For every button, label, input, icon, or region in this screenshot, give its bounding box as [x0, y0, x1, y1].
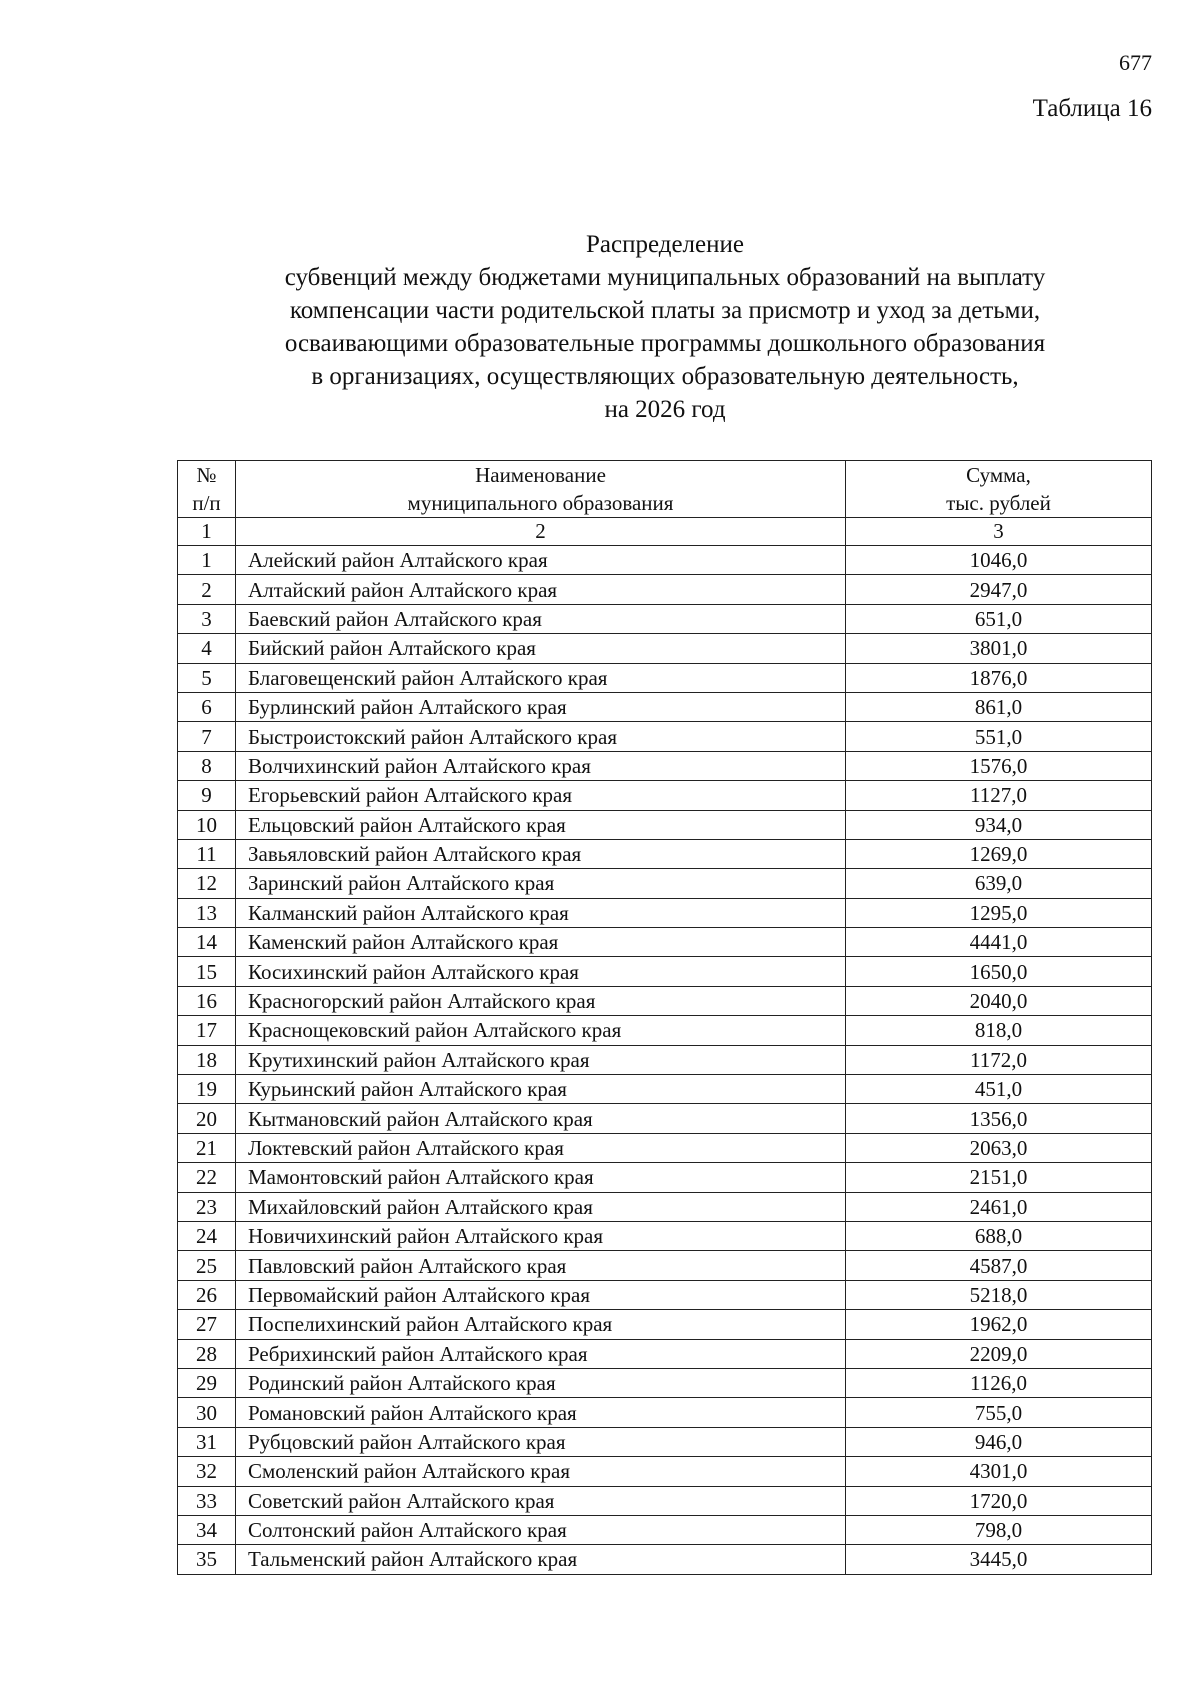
row-municipality: Романовский район Алтайского края: [236, 1398, 846, 1427]
row-amount: 2461,0: [846, 1192, 1152, 1221]
row-number: 14: [178, 928, 236, 957]
row-amount: 551,0: [846, 722, 1152, 751]
document-title: [230, 228, 1100, 426]
row-number: 31: [178, 1427, 236, 1456]
column-number-row: [178, 518, 1152, 546]
title-line: в организациях, осуществляющих образовательную деятельность,: [311, 363, 1019, 390]
row-amount: 3801,0: [846, 634, 1152, 663]
table-row: [178, 1310, 1152, 1339]
header-sum-line1: Сумма,: [966, 463, 1031, 487]
table-row: [178, 839, 1152, 868]
row-number: 4: [178, 634, 236, 663]
row-municipality: Бийский район Алтайского края: [236, 634, 846, 663]
table-row: [178, 1192, 1152, 1221]
row-number: 9: [178, 781, 236, 810]
table-row: [178, 1045, 1152, 1074]
row-municipality: Волчихинский район Алтайского края: [236, 751, 846, 780]
row-amount: 1127,0: [846, 781, 1152, 810]
table-row: [178, 1486, 1152, 1515]
row-amount: 2040,0: [846, 986, 1152, 1015]
header-number-line1: №: [196, 463, 217, 487]
row-municipality: Калманский район Алтайского края: [236, 898, 846, 927]
row-amount: 5218,0: [846, 1280, 1152, 1309]
row-amount: 1269,0: [846, 839, 1152, 868]
row-amount: 1876,0: [846, 663, 1152, 692]
row-amount: 451,0: [846, 1075, 1152, 1104]
row-number: 7: [178, 722, 236, 751]
row-amount: 755,0: [846, 1398, 1152, 1427]
row-amount: 1962,0: [846, 1310, 1152, 1339]
table-row: [178, 722, 1152, 751]
row-municipality: Тальменский район Алтайского края: [236, 1545, 846, 1574]
row-number: 25: [178, 1251, 236, 1280]
row-municipality: Каменский район Алтайского края: [236, 928, 846, 957]
row-municipality: Первомайский район Алтайского края: [236, 1280, 846, 1309]
row-number: 20: [178, 1104, 236, 1133]
row-amount: 798,0: [846, 1515, 1152, 1544]
row-number: 8: [178, 751, 236, 780]
row-municipality: Завьяловский район Алтайского края: [236, 839, 846, 868]
table-row: [178, 1457, 1152, 1486]
row-municipality: Смоленский район Алтайского края: [236, 1457, 846, 1486]
row-municipality: Михайловский район Алтайского края: [236, 1192, 846, 1221]
table-row: [178, 604, 1152, 633]
table-body: [178, 518, 1152, 1575]
table-row: [178, 692, 1152, 721]
table-row: [178, 546, 1152, 575]
header-name-line2: муниципального образования: [407, 491, 674, 515]
row-number: 32: [178, 1457, 236, 1486]
row-amount: 639,0: [846, 869, 1152, 898]
row-number: 35: [178, 1545, 236, 1574]
table-row: [178, 928, 1152, 957]
row-amount: 946,0: [846, 1427, 1152, 1456]
subvention-table: [177, 460, 1152, 1575]
row-number: 22: [178, 1163, 236, 1192]
row-amount: 4587,0: [846, 1251, 1152, 1280]
row-municipality: Крутихинский район Алтайского края: [236, 1045, 846, 1074]
row-municipality: Краснощековский район Алтайского края: [236, 1016, 846, 1045]
row-amount: 818,0: [846, 1016, 1152, 1045]
row-number: 1: [178, 546, 236, 575]
header-sum-line2: тыс. рублей: [946, 491, 1051, 515]
row-municipality: Егорьевский район Алтайского края: [236, 781, 846, 810]
table-row: [178, 869, 1152, 898]
row-amount: 1046,0: [846, 546, 1152, 575]
row-number: 12: [178, 869, 236, 898]
header-sum: [846, 461, 1152, 518]
row-municipality: Поспелихинский район Алтайского края: [236, 1310, 846, 1339]
row-municipality: Новичихинский район Алтайского края: [236, 1221, 846, 1250]
row-number: 17: [178, 1016, 236, 1045]
row-municipality: Ельцовский район Алтайского края: [236, 810, 846, 839]
row-number: 33: [178, 1486, 236, 1515]
row-number: 10: [178, 810, 236, 839]
row-amount: 934,0: [846, 810, 1152, 839]
table-row: [178, 1221, 1152, 1250]
row-municipality: Солтонский район Алтайского края: [236, 1515, 846, 1544]
table-row: [178, 1515, 1152, 1544]
table-row: [178, 1075, 1152, 1104]
row-municipality: Алейский район Алтайского края: [236, 546, 846, 575]
row-number: 28: [178, 1339, 236, 1368]
table-row: [178, 1163, 1152, 1192]
row-municipality: Алтайский район Алтайского края: [236, 575, 846, 604]
table-row: [178, 751, 1152, 780]
row-municipality: Красногорский район Алтайского края: [236, 986, 846, 1015]
row-amount: 2063,0: [846, 1133, 1152, 1162]
row-number: 11: [178, 839, 236, 868]
row-number: 19: [178, 1075, 236, 1104]
table-row: [178, 986, 1152, 1015]
row-amount: 1650,0: [846, 957, 1152, 986]
row-number: 26: [178, 1280, 236, 1309]
table-row: [178, 634, 1152, 663]
row-number: 5: [178, 663, 236, 692]
row-number: 23: [178, 1192, 236, 1221]
row-number: 16: [178, 986, 236, 1015]
row-amount: 688,0: [846, 1221, 1152, 1250]
row-municipality: Ребрихинский район Алтайского края: [236, 1339, 846, 1368]
row-amount: 2209,0: [846, 1339, 1152, 1368]
table-caption: Таблица 16: [1032, 95, 1152, 122]
row-municipality: Благовещенский район Алтайского края: [236, 663, 846, 692]
row-municipality: Быстроистокский район Алтайского края: [236, 722, 846, 751]
row-municipality: Мамонтовский район Алтайского края: [236, 1163, 846, 1192]
row-municipality: Кытмановский район Алтайского края: [236, 1104, 846, 1133]
row-municipality: Родинский район Алтайского края: [236, 1368, 846, 1397]
row-amount: 861,0: [846, 692, 1152, 721]
table-row: [178, 1545, 1152, 1574]
table-row: [178, 1104, 1152, 1133]
table-row: [178, 781, 1152, 810]
header-name: [236, 461, 846, 518]
row-municipality: Бурлинский район Алтайского края: [236, 692, 846, 721]
row-municipality: Баевский район Алтайского края: [236, 604, 846, 633]
table-row: [178, 810, 1152, 839]
row-amount: 4441,0: [846, 928, 1152, 957]
row-number: 13: [178, 898, 236, 927]
row-number: 29: [178, 1368, 236, 1397]
row-number: 27: [178, 1310, 236, 1339]
table-header: [178, 461, 1152, 518]
title-line: Распределение: [586, 231, 744, 258]
table-row: [178, 1339, 1152, 1368]
title-line: на 2026 год: [604, 396, 726, 423]
row-amount: 2947,0: [846, 575, 1152, 604]
table-row: [178, 1398, 1152, 1427]
column-number: 3: [846, 518, 1152, 546]
table-row: [178, 663, 1152, 692]
row-number: 21: [178, 1133, 236, 1162]
table-row: [178, 1016, 1152, 1045]
table-row: [178, 575, 1152, 604]
table-row: [178, 1427, 1152, 1456]
row-amount: 1295,0: [846, 898, 1152, 927]
column-number: 1: [178, 518, 236, 546]
row-municipality: Локтевский район Алтайского края: [236, 1133, 846, 1162]
header-number: [178, 461, 236, 518]
row-amount: 1126,0: [846, 1368, 1152, 1397]
title-line: субвенций между бюджетами муниципальных образований на выплату: [284, 264, 1046, 291]
row-amount: 1720,0: [846, 1486, 1152, 1515]
table-row: [178, 1280, 1152, 1309]
header-name-line1: Наименование: [475, 463, 606, 487]
row-amount: 1172,0: [846, 1045, 1152, 1074]
row-municipality: Заринский район Алтайского края: [236, 869, 846, 898]
row-municipality: Косихинский район Алтайского края: [236, 957, 846, 986]
row-number: 15: [178, 957, 236, 986]
row-number: 3: [178, 604, 236, 633]
row-amount: 4301,0: [846, 1457, 1152, 1486]
row-amount: 3445,0: [846, 1545, 1152, 1574]
table-row: [178, 1133, 1152, 1162]
row-municipality: Павловский район Алтайского края: [236, 1251, 846, 1280]
row-number: 2: [178, 575, 236, 604]
row-municipality: Курьинский район Алтайского края: [236, 1075, 846, 1104]
row-amount: 651,0: [846, 604, 1152, 633]
row-number: 24: [178, 1221, 236, 1250]
table-row: [178, 1368, 1152, 1397]
row-municipality: Рубцовский район Алтайского края: [236, 1427, 846, 1456]
title-line: осваивающими образовательные программы дошкольного образования: [284, 330, 1046, 357]
table-row: [178, 957, 1152, 986]
header-number-line2: п/п: [192, 491, 221, 515]
row-amount: 1576,0: [846, 751, 1152, 780]
table-row: [178, 1251, 1152, 1280]
title-line: компенсации части родительской платы за присмотр и уход за детьми,: [289, 297, 1041, 324]
page-number: 677: [1119, 50, 1152, 75]
column-number: 2: [236, 518, 846, 546]
row-number: 30: [178, 1398, 236, 1427]
row-number: 18: [178, 1045, 236, 1074]
table-row: [178, 898, 1152, 927]
row-municipality: Советский район Алтайского края: [236, 1486, 846, 1515]
row-amount: 1356,0: [846, 1104, 1152, 1133]
row-number: 34: [178, 1515, 236, 1544]
row-amount: 2151,0: [846, 1163, 1152, 1192]
row-number: 6: [178, 692, 236, 721]
